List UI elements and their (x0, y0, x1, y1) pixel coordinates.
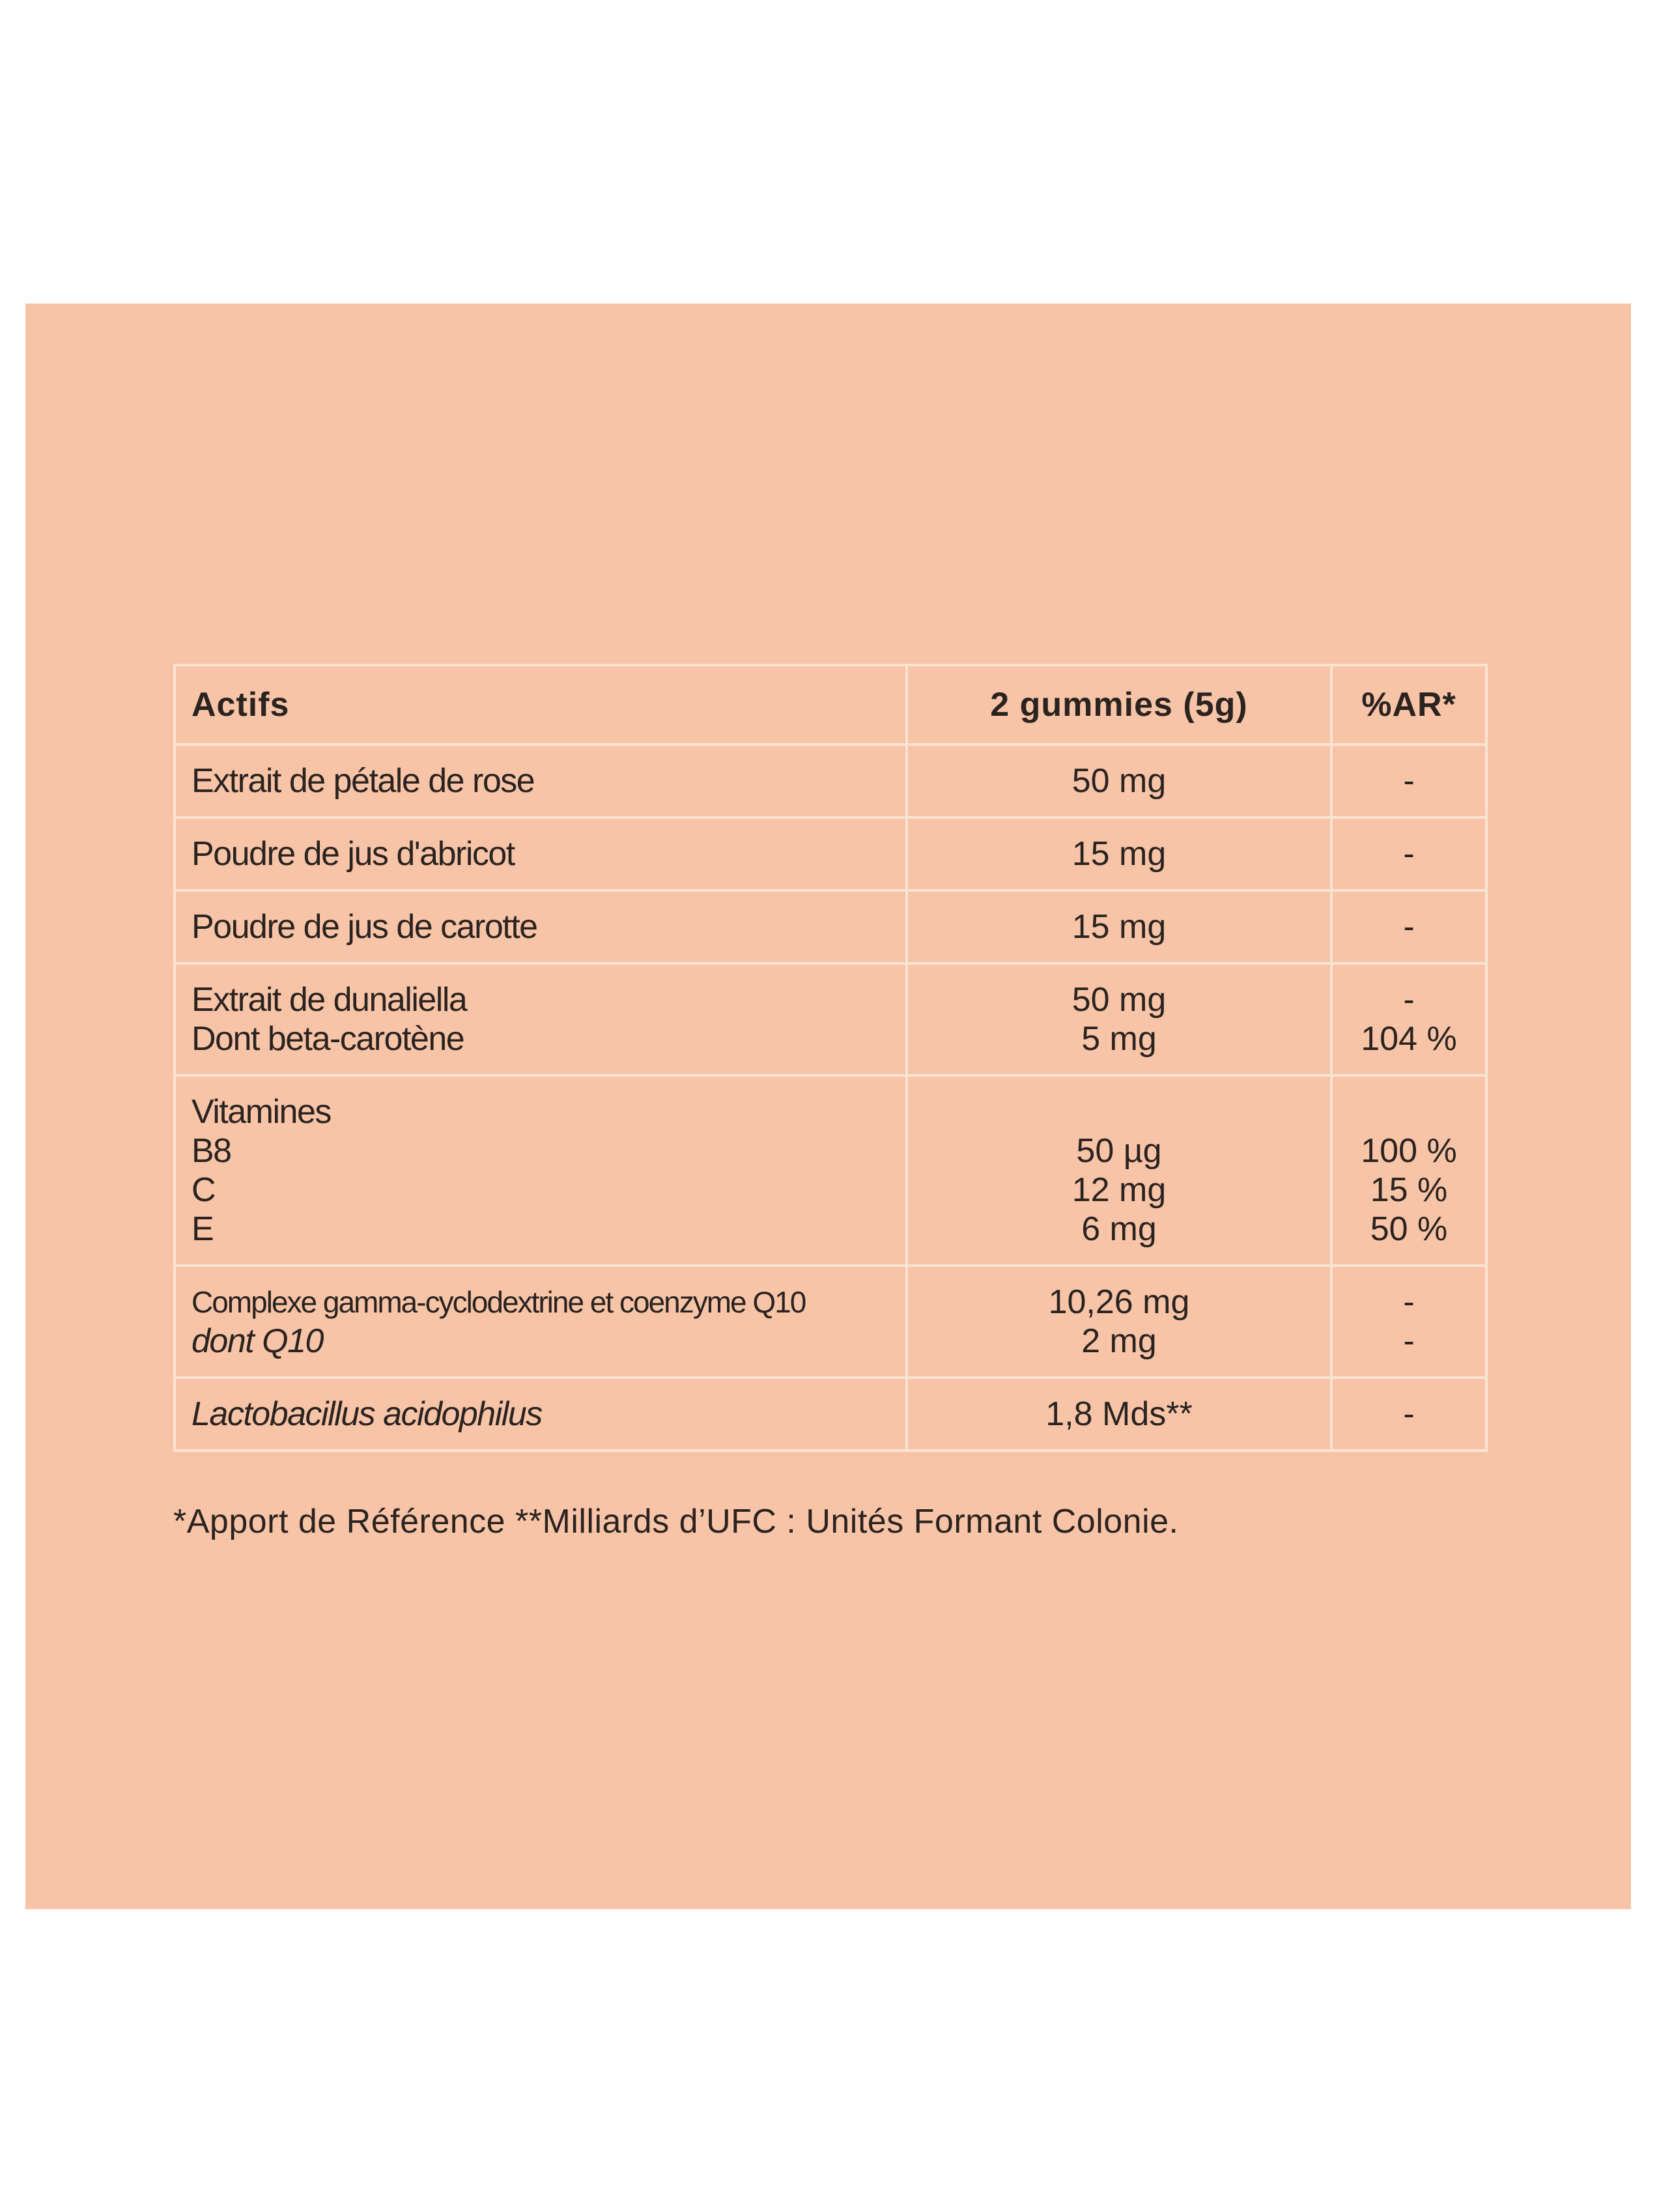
ingredient-amount (907, 1266, 1331, 1378)
amount-line: 2 mg (1081, 1322, 1157, 1360)
ingredient-amount (907, 817, 1331, 890)
ingredient-name (175, 963, 907, 1075)
ar-line: - (1403, 762, 1415, 800)
ingredient-ar (1331, 744, 1486, 817)
header-serving: 2 gummies (5g) (907, 665, 1331, 744)
ingredient-line: Dont beta-carotène (191, 1020, 464, 1058)
amount-line (908, 1092, 1330, 1131)
ingredient-line: Extrait de pétale de rose (191, 762, 535, 800)
ingredient-line: Extrait de dunaliella (191, 981, 467, 1019)
amount-line: 50 mg (1071, 762, 1167, 800)
ingredient-amount (907, 744, 1331, 817)
ar-line: 100 % (1361, 1132, 1457, 1170)
amount-line: 50 µg (1076, 1132, 1162, 1170)
amount-line: 1,8 Mds** (1045, 1395, 1193, 1433)
ar-line: - (1403, 981, 1415, 1019)
ingredient-name (175, 1378, 907, 1451)
table-row (175, 890, 1486, 963)
ingredient-line: E (191, 1210, 214, 1248)
ingredient-line: B8 (191, 1132, 231, 1170)
ar-line: 104 % (1361, 1020, 1457, 1058)
ar-line: 50 % (1370, 1210, 1448, 1248)
ingredient-line: Complexe gamma-cyclodextrine et coenzyme Q10 (191, 1285, 806, 1319)
ar-line: - (1403, 908, 1415, 946)
ar-line (1333, 1092, 1485, 1131)
nutrition-table (173, 664, 1488, 1452)
ingredient-name (175, 1266, 907, 1378)
table-row (175, 963, 1486, 1075)
ingredient-amount (907, 963, 1331, 1075)
amount-line: 12 mg (1071, 1171, 1167, 1209)
ingredient-name (175, 817, 907, 890)
ingredient-name (175, 744, 907, 817)
ingredient-line: Poudre de jus d'abricot (191, 835, 515, 873)
ingredient-ar (1331, 1378, 1486, 1451)
ingredient-ar (1331, 817, 1486, 890)
table-row (175, 1266, 1486, 1378)
ingredient-line: Lactobacillus acidophilus (191, 1395, 542, 1433)
footnote: *Apport de Référence **Milliards d’UFC : Unités Formant Colonie. (173, 1503, 1179, 1540)
table-row (175, 1378, 1486, 1451)
table-row (175, 817, 1486, 890)
ingredient-name (175, 1075, 907, 1266)
ingredient-amount (907, 1378, 1331, 1451)
ar-line: - (1403, 835, 1415, 873)
ingredient-ar (1331, 1266, 1486, 1378)
ar-line: - (1403, 1283, 1415, 1321)
ar-line: - (1403, 1395, 1415, 1433)
amount-line: 15 mg (1071, 908, 1167, 946)
ingredient-name (175, 890, 907, 963)
header-ar: %AR* (1331, 665, 1486, 744)
ingredient-line: C (191, 1171, 216, 1209)
header-actifs: Actifs (175, 665, 907, 744)
ingredient-ar (1331, 1075, 1486, 1266)
table-header-row (175, 665, 1486, 744)
amount-line: 50 mg (1071, 981, 1167, 1019)
ingredient-amount (907, 890, 1331, 963)
table-row (175, 744, 1486, 817)
ar-line: 15 % (1370, 1171, 1448, 1209)
ingredient-ar (1331, 890, 1486, 963)
amount-line: 10,26 mg (1048, 1283, 1190, 1321)
amount-line: 6 mg (1081, 1210, 1157, 1248)
ar-line: - (1403, 1322, 1415, 1360)
ingredient-ar (1331, 963, 1486, 1075)
ingredient-amount (907, 1075, 1331, 1266)
amount-line: 15 mg (1071, 835, 1167, 873)
ingredient-line: dont Q10 (191, 1322, 323, 1360)
ingredient-line: Poudre de jus de carotte (191, 908, 537, 946)
amount-line: 5 mg (1081, 1020, 1157, 1058)
ingredient-line: Vitamines (191, 1093, 331, 1131)
table-row (175, 1075, 1486, 1266)
